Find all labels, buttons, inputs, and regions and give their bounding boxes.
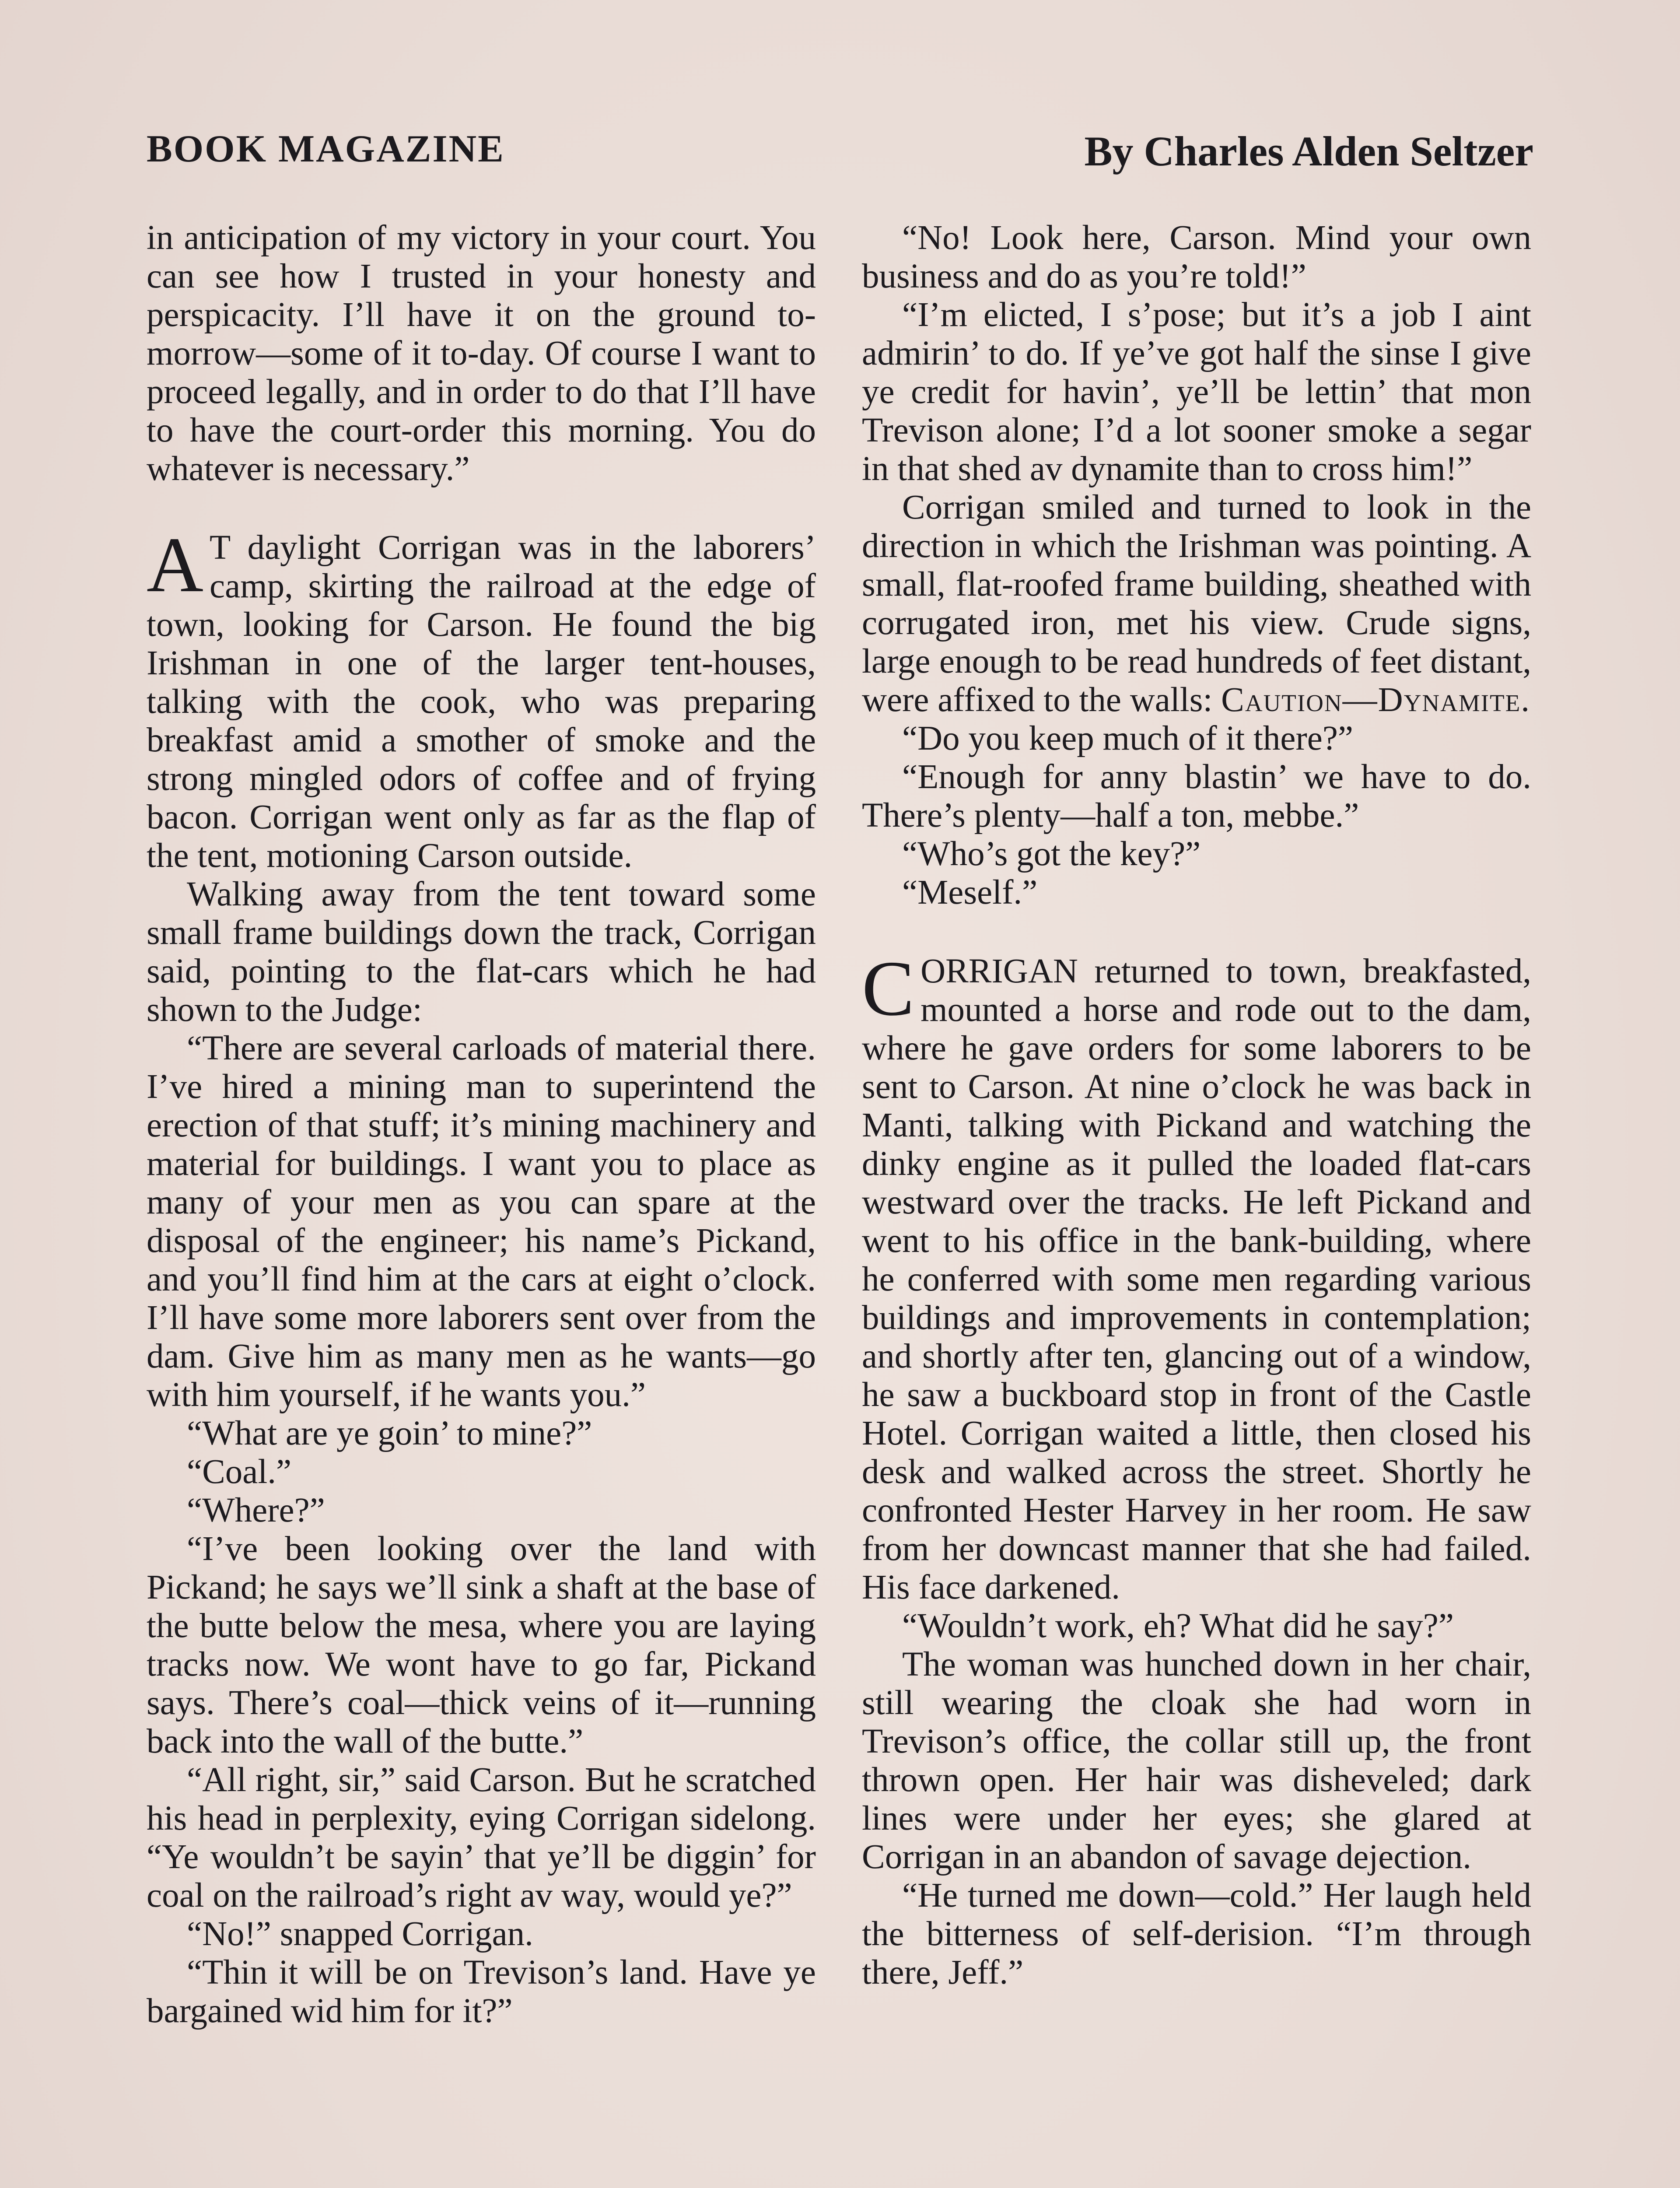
left-column	[147, 219, 816, 2030]
paragraph: “All right, sir,” said Carson. But he scratched his head in perplexity, eying Corrigan sidelong. “Ye wouldn’t be sayin’ that ye’ll be diggin’ for coal on the railroad’s right av way, would ye?”	[147, 1761, 816, 1914]
magazine-title: BOOK MAGAZINE	[147, 128, 505, 170]
page-header	[147, 127, 1533, 179]
paragraph: “I’m elicted, I s’pose; but it’s a job I aint admirin’ to do. If ye’ve got half the sinse I give ye credit for havin’, ye’ll be lettin’ that mon Trevison alone; I’d a lot sooner smoke a segar in that shed av dynamite than to cross him!”	[862, 296, 1531, 488]
author-byline: By Charles Alden Seltzer	[1084, 128, 1533, 175]
paragraph: “Where?”	[187, 1491, 325, 1529]
paragraph	[862, 488, 1531, 719]
paragraph-text: ORRIGAN returned to town, breakfasted, mounted a horse and rode out to the dam, where he gave orders for some laborers to be sent to Carson. At nine o’clock he was back in Manti, talking with Pickand and watching the dinky engine as it pulled the loaded flat-cars westward over the tracks. He left Pickand and went to his office in the bank-building, where he conferred with some men regarding various buildings and improvements in contemplation; and shortly after ten, glancing out of a window, he saw a buckboard stop in front of the Castle Hotel. Corrigan waited a little, then closed his desk and walked across the street. Shortly he confronted Hester Harvey in her room. He saw from her downcast manner that she had failed. His face darkened.	[862, 952, 1531, 1606]
paragraph: “I’ve been looking over the land with Pickand; he says we’ll sink a shaft at the base of the butte below the mesa, where you are laying tracks now. We wont have to go far, Pickand says. There’s coal—thick veins of it—running back into the wall of the butte.”	[147, 1530, 816, 1760]
paragraph: “He turned me down—cold.” Her laugh held the bitterness of self-derision. “I’m through there, Jeff.”	[862, 1876, 1531, 1992]
paragraph-text: Corrigan smiled and turned to look in the direction in which the Irishman was pointing. A small, flat-roofed frame building, sheathed with corrugated iron, met his view. Crude signs, large enough to be read hundreds of feet distant, were affixed to the walls:	[862, 488, 1531, 719]
paragraph: “Who’s got the key?”	[902, 835, 1201, 873]
paragraph: “Do you keep much of it there?”	[902, 719, 1353, 757]
paragraph-dropcap	[147, 521, 816, 875]
drop-cap-letter: C	[862, 945, 915, 1032]
dynamite-sign-text: Caution—Dynamite.	[1221, 681, 1531, 719]
paragraph: “Meself.”	[902, 873, 1038, 912]
paragraph: “Coal.”	[187, 1453, 292, 1491]
paragraph: in anticipation of my victory in your court. You can see how I trusted in your honesty and perspicacity. I’ll have it on the ground to-morrow—some of it to-day. Of course I want to proceed legally, and in order to do that I’ll have to have the court-order this morning. You do whatever is necessary.”	[147, 219, 816, 488]
paragraph: “No!” snapped Corrigan.	[187, 1915, 533, 1953]
paragraph: Walking away from the tent toward some small frame buildings down the track, Corrigan said, pointing to the flat-cars which he had shown to the Judge:	[147, 875, 816, 1029]
paragraph-dropcap	[862, 945, 1531, 1607]
paragraph: The woman was hunched down in her chair, still wearing the cloak she had worn in Trevison’s office, the collar still up, the front thrown open. Her hair was disheveled; dark lines were under her eyes; she glared at Corrigan in an abandon of savage dejection.	[862, 1645, 1531, 1876]
paragraph: “What are ye goin’ to mine?”	[187, 1414, 592, 1452]
paragraph: “Thin it will be on Trevison’s land. Have ye bargained wid him for it?”	[147, 1953, 816, 2030]
drop-cap-letter: A	[147, 521, 203, 608]
paragraph: “Wouldn’t work, eh? What did he say?”	[902, 1607, 1454, 1645]
paragraph: “Enough for anny blastin’ we have to do. There’s plenty—half a ton, mebbe.”	[862, 758, 1531, 835]
paragraph-text: T daylight Corrigan was in the laborers’ camp, skirting the railroad at the edge of town, looking for Carson. He found the big Irishman in one of the larger tent-houses, talking with the cook, who was preparing breakfast amid a smother of smoke and the strong mingled odors of coffee and of frying bacon. Corrigan went only as far as the flap of the tent, motioning Carson outside.	[147, 529, 816, 875]
paragraph: “There are several carloads of material there. I’ve hired a mining man to superintend the erection of that stuff; it’s mining machinery and material for buildings. I want you to place as many of your men as you can spare at the disposal of the engineer; his name’s Pickand, and you’ll find him at the cars at eight o’clock. I’ll have some more laborers sent over from the dam. Give him as many men as he wants—go with him yourself, if he wants you.”	[147, 1029, 816, 1414]
right-column	[862, 219, 1531, 1992]
paragraph: “No! Look here, Carson. Mind your own business and do as you’re told!”	[862, 219, 1531, 295]
